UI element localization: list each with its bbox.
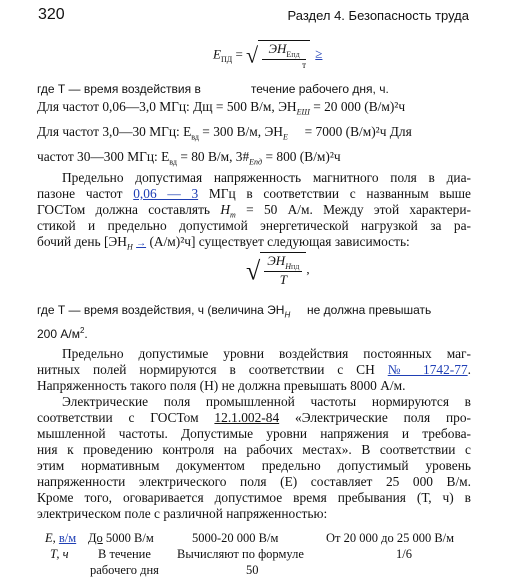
sqrt-sign-icon: √ bbox=[246, 42, 259, 68]
para3-row3: мышленной частоты. Допустимые уровни напряжения и требова- bbox=[37, 426, 471, 441]
sqrt-sign-icon: √ bbox=[246, 256, 261, 286]
freq-line-2: Для частот 3,0—30 МГц: $Е_{вд} = 300$ В/м, $ЭН_Е$ = 7000 (В/м)²ч Для bbox=[37, 124, 412, 142]
formula2-radicand: $\frac{ЭН_{НПД}}{Т}$ bbox=[260, 252, 306, 288]
table-row2-label: Т, ч bbox=[50, 547, 69, 561]
freq-line-1: Для частот 0,06—3,0 МГц: Дщ = 500 В/м, $ЭН_{ЕШ} = 20$ 000 (В/м)²ч bbox=[37, 99, 406, 117]
para3-row6: напряженности электрического поля (Е) составляет 25 000 В/м. bbox=[37, 474, 471, 489]
formula-num: ЭН bbox=[268, 41, 287, 56]
formula-radicand bbox=[258, 40, 310, 70]
table-row2-col2: Вычисляют по формуле bbox=[177, 547, 304, 561]
table-row2-col3: 1/6 bbox=[396, 547, 412, 561]
page-number: 320 bbox=[38, 6, 65, 23]
para3-row5: этим нормативным документом предельно допустимый уровень bbox=[37, 458, 471, 473]
link-freq-range[interactable]: 0,06 — 3 bbox=[133, 186, 199, 201]
table-row1-label: Е, в/м bbox=[45, 531, 77, 545]
para2-row1: Предельно допустимые уровни воздействия постоянных маг- bbox=[62, 346, 471, 361]
para1-row4: стикой и предельно допустимой энергетической нагрузкой за ра- bbox=[37, 218, 471, 233]
where-line-1: где Т — время воздействия в течение рабочего дня, ч. bbox=[37, 82, 389, 96]
formula-num-sub: ЕПД bbox=[286, 49, 300, 59]
table-row3-col1: рабочего дня bbox=[90, 563, 159, 577]
arrow-icon: → bbox=[136, 238, 147, 249]
para3-row2: соответствии с ГОСТом 12.1.002-84 «Электрические поля про- bbox=[37, 410, 471, 425]
formula-relation: ≥ bbox=[315, 46, 323, 62]
formula-den: т bbox=[302, 59, 307, 70]
table-row1-col3: От 20 000 до 25 000 В/м bbox=[326, 531, 455, 545]
link-sn-1742[interactable]: № 1742-77 bbox=[387, 362, 468, 377]
formula-lhs: E bbox=[213, 46, 221, 62]
para2-row2: нитных полей нормируются в соответствии с СН № 1742-77. bbox=[37, 362, 471, 377]
para1-row2: пазоне частот 0,06 — 3 МГц в соответствии с названным выше bbox=[37, 186, 472, 201]
link-gost[interactable]: 12.1.002-84 bbox=[214, 410, 280, 425]
table-row2-col1: В течение bbox=[98, 547, 151, 561]
table-row3-col2: 50 bbox=[246, 563, 259, 577]
para1-row1: Предельно допустимая напряженность магнитного поля в диа- bbox=[62, 170, 471, 185]
para3-row1: Электрические поля промышленной частоты нормируются в bbox=[62, 394, 471, 409]
table-row1-col2: 5000-20 000 В/м bbox=[192, 531, 279, 545]
para1-row5: бочий день $[ЭН_Н \to (А/м)^2ч]$ существует следующая зависимость: bbox=[37, 234, 410, 252]
para1-row3: ГОСТом должна составлять $Н_т = 50$ А/м. Между этой характери- bbox=[37, 202, 471, 220]
para2-row3: Напряженность такого поля (Н) не должна превышать 8000 А/м. bbox=[37, 378, 406, 393]
freq-line-3: частот 30—300 МГц: $Е_{вд} = 80$ В/м, $3\#_{Епд} = 800$ (В/м)²ч bbox=[37, 149, 341, 167]
running-head: Раздел 4. Безопасность труда bbox=[287, 8, 469, 23]
table-row1-col1: До 5000 В/м bbox=[88, 531, 154, 545]
para3-row7: Кроме того, оговаривается допустимое время пребывания (Т, ч) в bbox=[37, 490, 471, 505]
formula-lhs-sub: ПД bbox=[220, 54, 233, 64]
where-line-2: где Т — время воздействия, ч (величина $ЭН_Н$ не должна превышать bbox=[37, 303, 432, 320]
para3-row4: ния к проведению контроля на рабочих местах». В соответствии с bbox=[37, 442, 471, 457]
formula-e-pd: $E_{ПД}$ = √ $\frac{ЭН_{ЕПД}}{т}$ ≥ bbox=[213, 41, 323, 70]
formula-h-pd: √ $\frac{ЭН_{НПД}}{Т}$ , bbox=[246, 253, 310, 287]
para3-row8: электрическом поле с различной напряженностью: bbox=[37, 506, 328, 521]
where-line-3: 200 $А/м^2$. bbox=[37, 326, 88, 341]
